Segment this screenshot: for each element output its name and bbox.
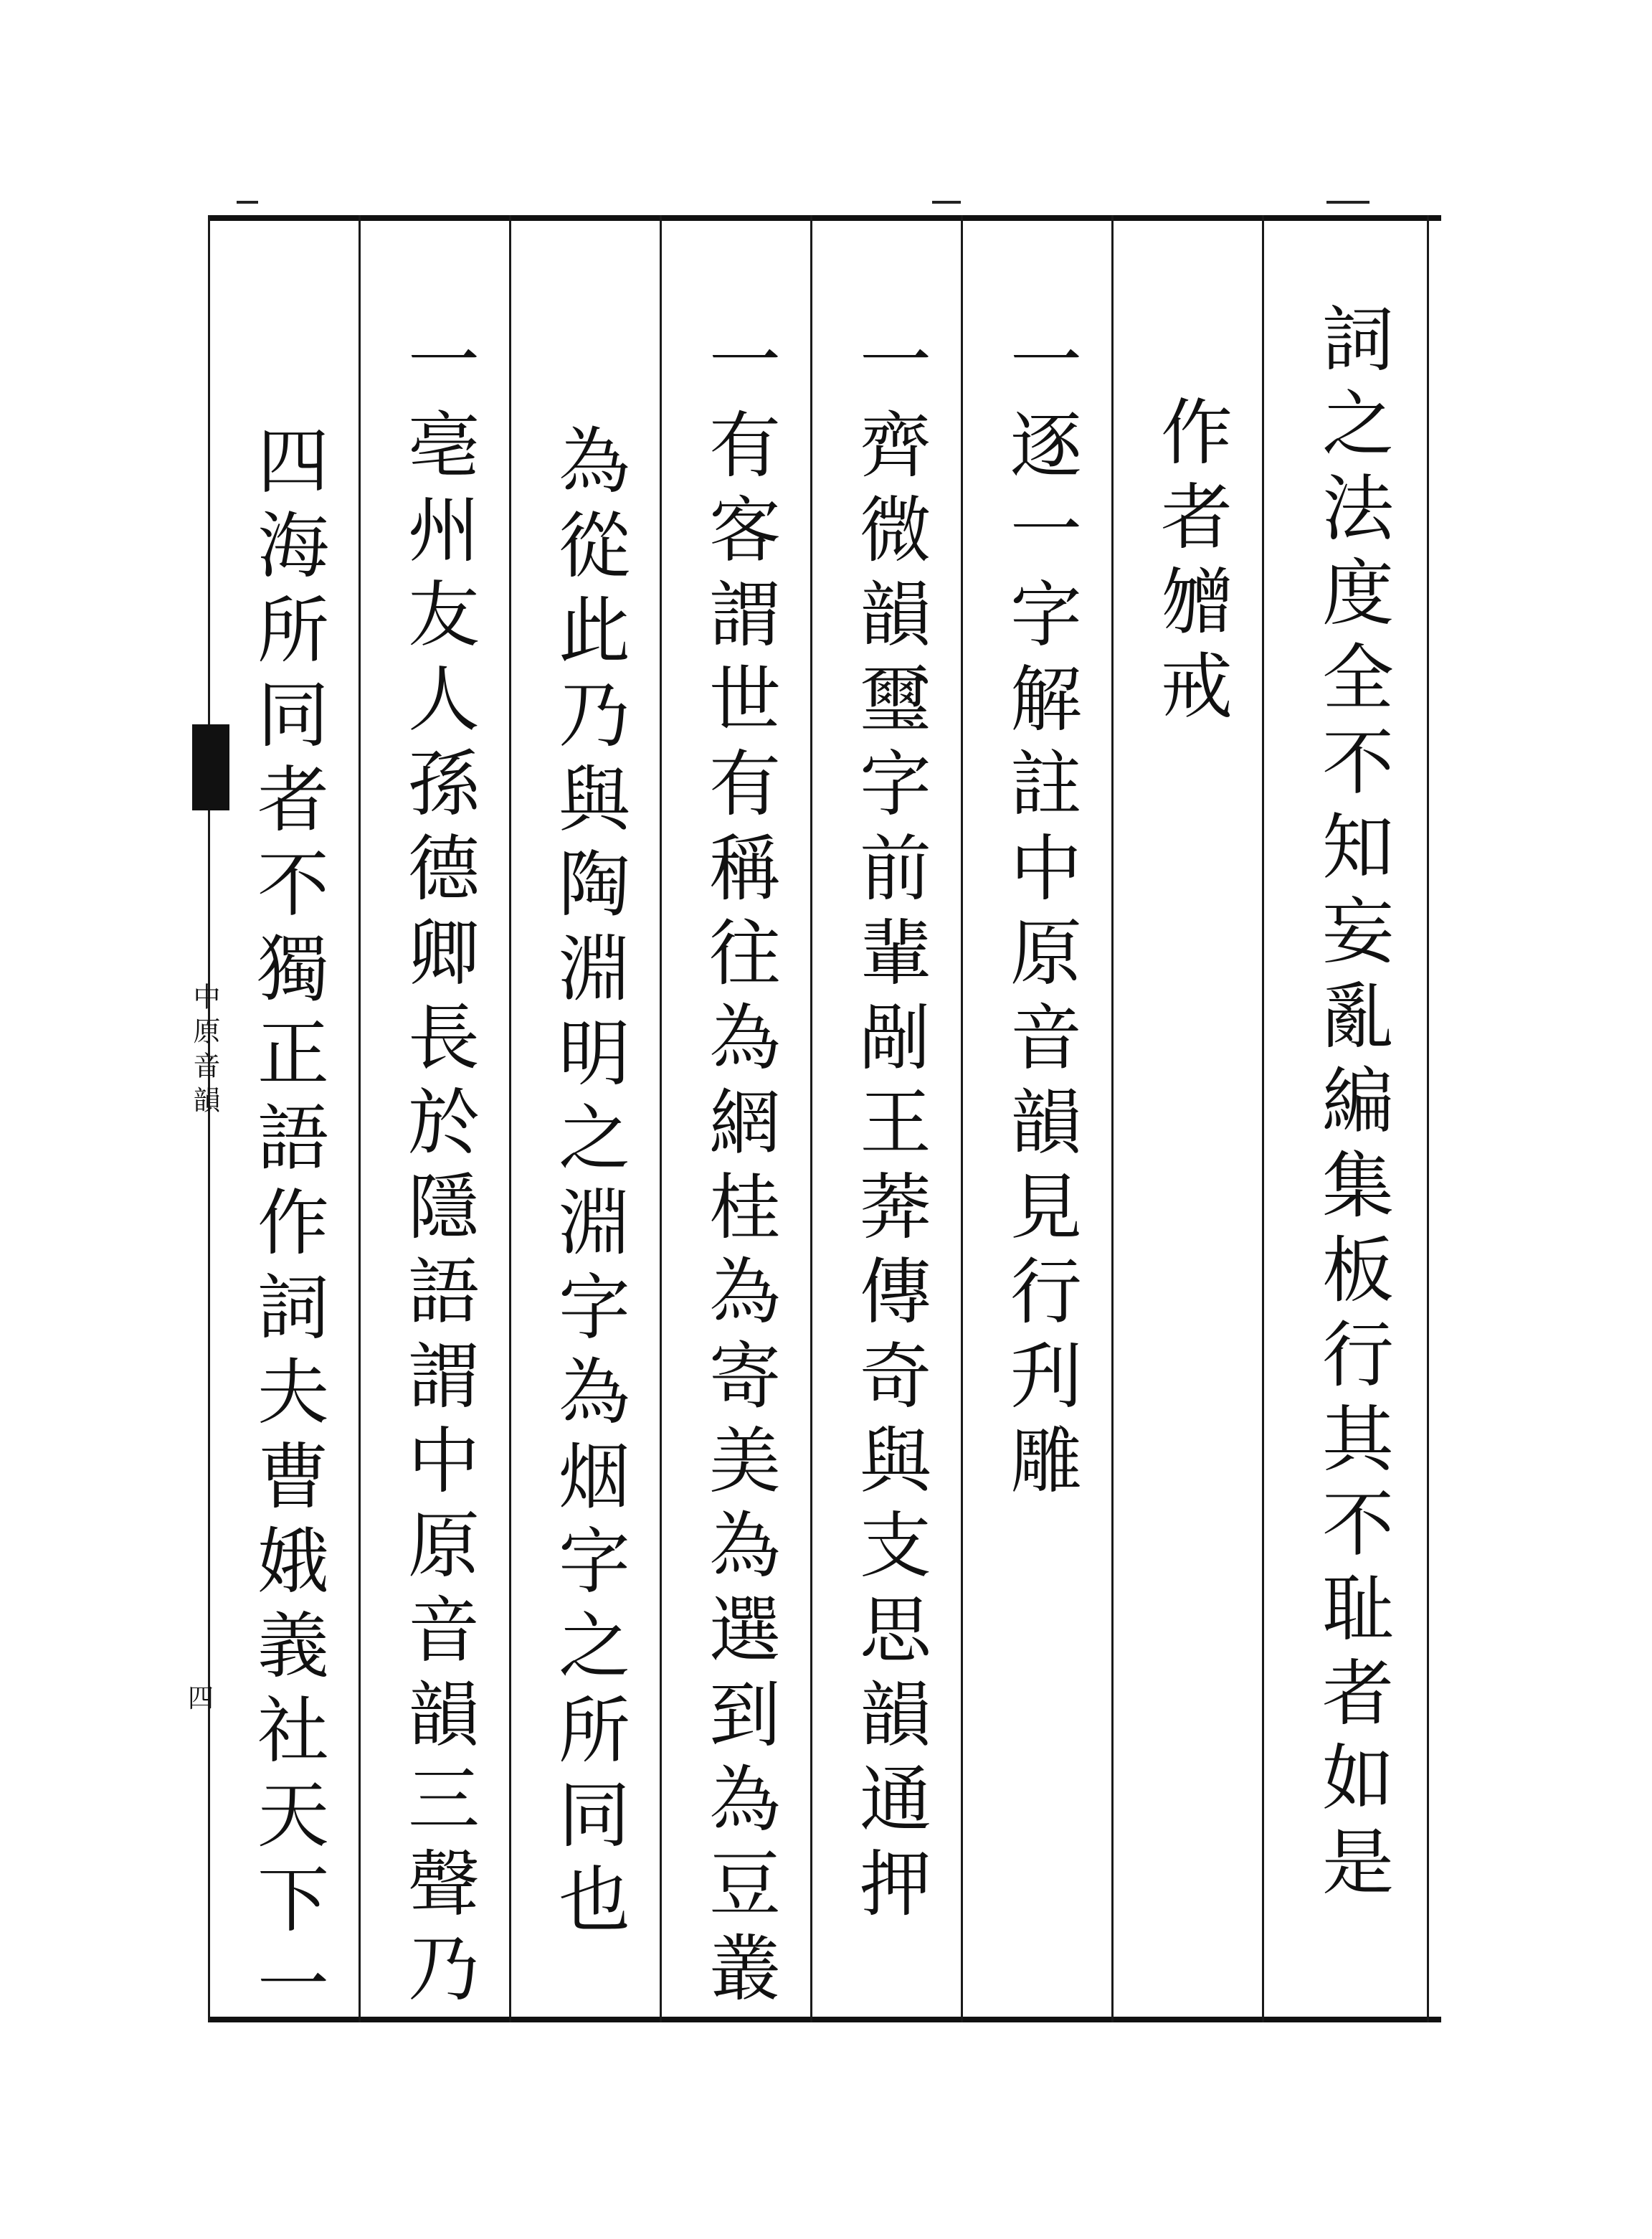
page-frame	[208, 215, 1441, 2031]
column-divider	[660, 215, 662, 2022]
column-divider	[1427, 215, 1429, 2022]
top-rule-dash	[932, 201, 961, 204]
text-column-6: 為從此乃與陶淵明之淵字為烟字之所同也	[546, 423, 630, 1946]
column-divider	[810, 215, 812, 2022]
column-divider	[1262, 215, 1264, 2022]
column-divider	[961, 215, 963, 2022]
text-column-4: 一齊微韻璽字前輩剮王莾傳奇與支思韻通押	[848, 323, 931, 1931]
column-divider	[509, 215, 511, 2022]
margin-title: 中原音韻	[189, 983, 220, 1120]
top-rule-dash	[237, 201, 258, 204]
folio-number: 四	[188, 1684, 214, 1713]
top-rule-dash	[1326, 201, 1369, 204]
text-column-2: 作者㬟戒	[1149, 394, 1233, 733]
text-column-3: 一逐一字解註中原音韻見行刋雕	[998, 323, 1082, 1507]
text-column-8: 四海所同者不獨正語作詞夫曹娥義社天下一	[245, 423, 329, 2031]
text-column-7: 一亳州友人孫德卿長於隱語謂中原音韻三聲乃	[396, 323, 480, 2015]
column-divider	[359, 215, 361, 2022]
fishtail-mark	[192, 724, 229, 810]
text-column-5: 一有客謂世有稱往為網桂為寄美為選到為豆叢	[697, 323, 781, 2015]
top-border	[208, 215, 1441, 221]
text-column-1: 詞之法度全不知妄亂編集板行其不耻者如是	[1310, 301, 1394, 1909]
column-divider	[1111, 215, 1114, 2022]
